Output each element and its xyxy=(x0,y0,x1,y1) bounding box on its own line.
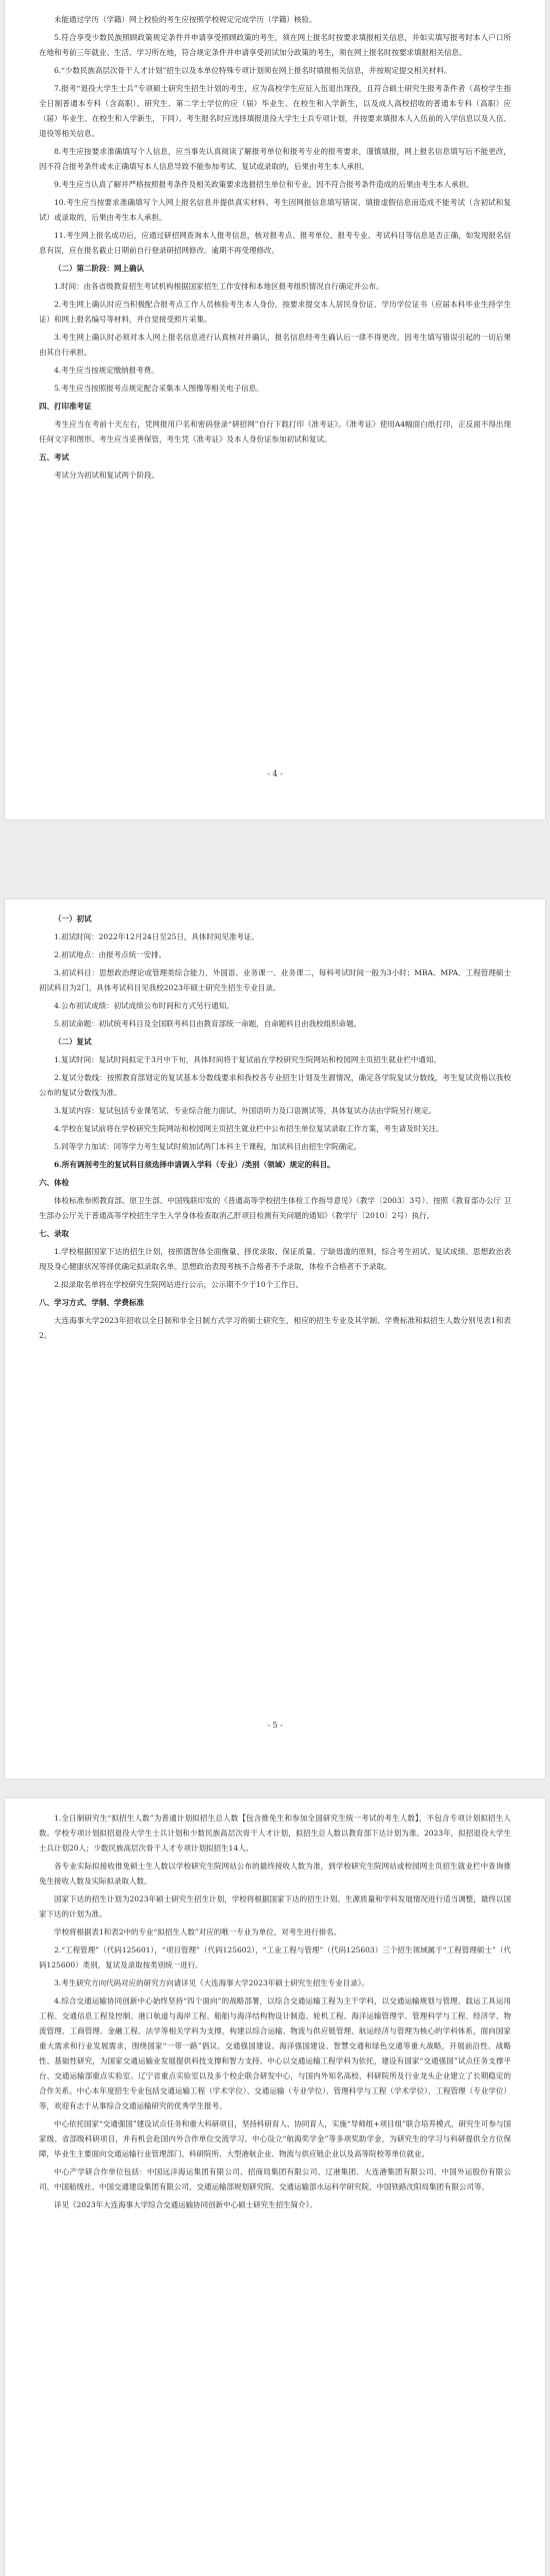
subsection-heading: （二）第二阶段：网上确认 xyxy=(54,264,144,273)
paragraph: 4.公布初试成绩：初试成绩公布时间和方式另行通知。 xyxy=(54,1001,234,1010)
paragraph: 8.考生应按要求准确填写个人信息，应当事先认真阅读了解报考单位和报考专业的报考要求，谨慎填报，网上报名信息填写后不能更改，因不符合报考条件或未正确填写本人信息导致不能参加考试、复试或录取的，后果由考生本人承担。 xyxy=(39,147,511,171)
paragraph: 1.复试时间：复试时间拟定于3月中下旬，具体时间将于复试前在学校研究生院网站和校园网主页招生就业栏中通知。 xyxy=(54,1055,441,1064)
page-body xyxy=(39,911,511,1346)
paragraph: 4.考生应当按规定缴纳报考费。 xyxy=(54,366,159,375)
paragraph: 4.综合交通运输协同创新中心始终坚持“四个面向”的战略部署，以综合交通运输工程为主干学科，以交通运输规划与管理、载运工具运用工程、交通信息工程及控制、港口航道与海岸工程、船舶与海洋结构物设计制造、轮机工程、海洋运输管理学、管理科学与工程、经济学、物流管理、工商管理、金融工程、法学等相关学科为支撑，构建以综合运输、物流与供应链管理、航运经济与管理为核心的学科体系，面向国家重大需求和行业发展需求，围绕国家“一带一路”倡议、交通强国建设、海洋强国建设、智慧交通和绿色交通等重大战略，开展前沿性、战略性、基础性研究，为国家交通运输业发展提供科技支撑和智力支持。中心以交通运输工程学科为依托，建设有国家“交通强国”试点任务支撑平台、交通运输部重点实验室、辽宁省重点实验室以及多个校企联合研发中心，与国内外知名高校、科研院所及行业龙头企业建立了长期稳定的合作关系。中心本年度招生专业包括交通运输工程（学术学位）、交通运输（专业学位）、管理科学与工程（学术学位）、工程管理（专业学位）等，欢迎有志于从事综合交通运输研究的优秀学生报考。 xyxy=(39,1996,511,2110)
paragraph: 3.初试科目：思想政治理论或管理类综合能力、外国语、业务课一、业务课二，每科考试时间一般为3小时；MBA、MPA、工程管理硕士初试科目为2门，具体考试科目见我校2023年硕士研究生招生专业目录。 xyxy=(39,968,511,992)
document-page-6 xyxy=(5,1799,545,2576)
paragraph: 3.复试内容：复试包括专业课笔试、专业综合能力面试、外国语听力及口语测试等，具体复试办法由学院另行规定。 xyxy=(54,1106,437,1115)
paragraph: 国家下达的招生计划为2023年硕士研究生招生计划，学校将根据国家下达的招生计划、生源质量和学科发展情况进行适当调整，最终以国家下达的计划为准。 xyxy=(39,1895,511,1919)
paragraph: 学校将根据表1和表2中的专业“拟招生人数”对应的唯一专业为单位，对考生进行排名。 xyxy=(54,1928,342,1936)
paragraph: 中心产学研合作单位包括：中国远洋海运集团有限公司、招商局集团有限公司、辽港集团、大连港集团有限公司、中国外运股份有限公司、中国船级社、中国交通建设集团有限公司、交通运输部规划研究院、交通运输部水运科学研究院、中国铁路沈阳局集团有限公司等。 xyxy=(39,2167,511,2191)
paragraph: 1.学校根据国家下达的招生计划，按照德智体全面衡量、择优录取、保证质量、宁缺毋滥的原则，综合考生初试、复试成绩、思想政治表现及身心健康状况等择优确定拟录取名单。思想政治表现考核不合格者不予录取，体检不合格者不予录取。 xyxy=(39,1247,511,1271)
subsection-heading: （一）初试 xyxy=(54,914,92,923)
section-heading: 六、体检 xyxy=(39,1178,69,1187)
paragraph: 1.初试时间：2022年12月24日至25日，具体时间见准考证。 xyxy=(54,932,259,941)
paragraph: 1.全日制研究生“拟招生人数”为普通计划拟招生总人数【包含推免生和参加全国研究生统一考试的考生人数】，不包含专项计划拟招生人数。学校专项计划拟招退役大学生士兵计划和少数民族高层次骨干人才计划，拟招生总人数以教育部下达计划为准。2023年，拟招退役大学生士兵计划20人；少数民族高层次骨干人才专项计划拟招生14人。 xyxy=(39,1814,511,1853)
page-body xyxy=(39,12,511,486)
paragraph: 5.符合享受少数民族照顾政策规定条件并申请享受照顾政策的考生，须在网上报名时按要求填报相关信息，并如实填写报考时本人户口所在地和考前三年就业、生活、学习所在地，符合规定条件并申请享受初试加分政策的考生，须在网上报名时按要求填报相关信息。 xyxy=(39,33,511,57)
page-number: - 5 - xyxy=(267,1721,283,1730)
paragraph: 2.拟录取名单将在学校研究生院网站进行公示，公示期不少于10个工作日。 xyxy=(54,1280,304,1289)
section-heading: 八、学习方式、学制、学费标准 xyxy=(39,1298,144,1307)
paragraph: 3.考生网上确认时必须对本人网上报名信息进行认真核对并确认，报名信息经考生确认后一律不得更改。因考生填写错误引起的一切后果由其自行承担。 xyxy=(39,333,511,357)
paragraph: 10.考生应当按要求准确填写个人网上报名信息并提供真实材料。考生因网报信息填写错误、填报虚假信息而造成不能考试（含初试和复试）或录取的，后果由考生本人承担。 xyxy=(39,198,511,222)
paragraph: 11.考生网上报名成功后，应通过研招网查询本人报考信息，核对报考点、报考单位、报考专业、考试科目等信息是否正确，如发现报名信息有误，应在报名截止日期前自行登录研招网修改。逾期不再受理修改。 xyxy=(39,231,511,255)
paragraph: 4.学校在复试前将在学校研究生院网站和校园网主页招生就业栏中公布招生单位复试录取工作方案，考生请及时关注。 xyxy=(54,1124,444,1133)
paragraph: 2.考生网上确认时应当积极配合报考点工作人员核验考生本人身份，按要求提交本人居民身份证、学历学位证书（应届本科毕业生持学生证）和网上报名编号等材料，并自觉接受照片采集。 xyxy=(39,300,511,324)
paragraph: 2.初试地点：由报考点统一安排。 xyxy=(54,950,167,959)
paragraph: 1.时间：由各省级教育招生考试机构根据国家招生工作安排和本地区报考组织情况自行确定并公布。 xyxy=(54,282,384,291)
paragraph: 2.“工程管理”（代码125601），“项目管理”（代码125602），“工业工程与管理”（代码125603）三个招生领域属于“工程管理硕士”（代码125600）类别，复试及录取按类别统一进行。 xyxy=(39,1945,511,1969)
paragraph: 各专业实际拟接收推免硕士生人数以学校研究生院网站公布的最终接收人数为准，到学校研究生院网站或校园网主页招生就业栏中查询推免生接收人数及实际拟录取人数。 xyxy=(39,1862,511,1886)
paragraph: 5.初试命题：初试统考科目及全国联考科目由教育部统一命题，自命题科目由我校组织命题。 xyxy=(54,1019,362,1028)
paragraph: 体检标准参照教育部、原卫生部、中国残联印发的《普通高等学校招生体检工作指导意见》（教学〔2003〕3号）、按照《教育部办公厅 卫生部办公厅关于普通高等学校招生学生入学身体检查取消乙肝项目检测有关问题的通知》（教学厅〔2010〕2号）执行。 xyxy=(39,1196,511,1220)
page-body xyxy=(39,1811,511,2215)
paragraph: 大连海事大学2023年招收以全日制和非全日制方式学习的硕士研究生，相应的招生专业及其学制、学费标准和拟招生人数分别见表1和表2。 xyxy=(39,1316,511,1340)
section-heading: 五、考试 xyxy=(39,453,69,462)
paragraph: 5.同等学力加试：同等学力考生复试时须加试两门本科主干课程，加试科目由招生学院确定。 xyxy=(54,1142,362,1151)
section-heading: 四、打印准考证 xyxy=(39,402,92,411)
paragraph: 考试分为初试和复试两个阶段。 xyxy=(54,471,159,480)
paragraph: 2.复试分数线：按照教育部划定的复试基本分数线要求和我校各专业招生计划及生源情况，确定各学院复试分数线，考生复试资格以我校公布的复试分数线为准。 xyxy=(39,1073,511,1097)
document-page-5 xyxy=(5,899,545,1779)
paragraph: 9.考生应当认真了解并严格按照报考条件及相关政策要求选报招生单位和专业。因不符合报考条件造成的后果由考生本人承担。 xyxy=(54,180,474,189)
subsection-heading: （二）复试 xyxy=(54,1037,92,1046)
paragraph: 考生应当在考前十天左右，凭网报用户名和密码登录“研招网”自行下载打印《准考证》。《准考证》使用A4幅面白纸打印，正反面不得出现任何文字和图形。考生应当妥善保管，考生凭《准考证》及本人身份证参加初试和复试。 xyxy=(39,420,511,444)
document-page-4 xyxy=(5,0,545,819)
page-number: - 4 - xyxy=(267,769,283,778)
paragraph: 详见《2023年大连海事大学综合交通运输协同创新中心硕士研究生招生简介》。 xyxy=(54,2200,317,2209)
paragraph: 6.所有调剂考生的复试科目须选择申请调入学科（专业）/类别（领域）规定的科目。 xyxy=(54,1160,335,1169)
section-heading: 七、录取 xyxy=(39,1229,69,1238)
paragraph: 6.“少数民族高层次骨干人才计划”招生以及本单位特殊专项计划须在网上报名时填报相关信息，并按规定提交相关材料。 xyxy=(54,66,452,75)
paragraph: 3.考生研究方向代码对应的研究方向请详见《大连海事大学2023年硕士研究生招生专业目录》。 xyxy=(54,1978,369,1987)
paragraph: 中心依托国家“交通强国”建设试点任务和重大科研项目，坚持科研育人、协同育人，实施“导师组+项目组”联合培养模式，研究生可参与国家级、省部级科研项目，并有机会赴国内外合作单位交流学习。中心设立“航海奖学金”等多项奖助学金，为研究生的学习与科研提供全方位保障，毕业生主要面向交通运输行业管理部门、科研院所、大型港航企业、物流与供应链企业以及高等院校等单位就业。 xyxy=(39,2119,511,2158)
paragraph: 未能通过学历（学籍）网上校验的考生应按照学校规定完成学历（学籍）核验。 xyxy=(54,15,317,24)
paragraph: 5.考生应当按照报考点规定配合采集本人图像等相关电子信息。 xyxy=(54,384,264,393)
paragraph: 7.报考“退役大学生士兵”专项硕士研究生招生计划的考生，应为高校学生应征入伍退出现役，且符合硕士研究生报考条件者（高校学生指全日制普通本专科（含高职）、研究生、第二学士学位的应（届）毕业生、在校生和入学新生，以及成人高校招收的普通本专科（高职）应（届）毕业生、在校生和入学新生，下同）。考生报名时应选择填报退役大学生士兵专项计划，并按要求填报本人入伍前的入学信息以及入伍、退役等相关信息。 xyxy=(39,84,511,138)
